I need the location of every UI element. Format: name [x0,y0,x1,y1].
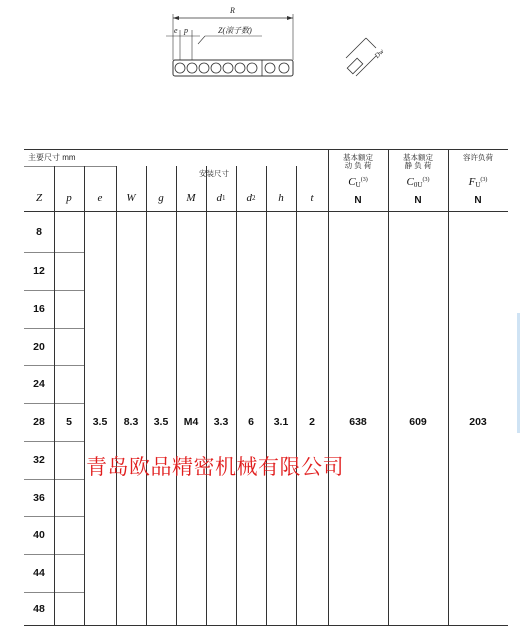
value-t: 2 [309,416,315,428]
value-d2: 6 [248,416,254,428]
z-value: 36 [33,491,45,504]
col-d1: d 1 [216,192,226,204]
allowable-load-label: 容许负荷 [463,153,493,162]
col-t: t [310,192,314,204]
spec-table [24,149,508,626]
rated-dynamic-line1: 基本额定 [343,153,373,162]
symbol-Fu-sub: U [475,180,481,189]
value-h: 3.1 [273,416,289,428]
symbol-C0u-sup: (3) [422,176,430,183]
value-e: 3.5 [92,416,108,428]
dim-e-label: e [174,26,178,35]
value-p: 5 [66,416,72,428]
z-value: 20 [33,340,45,353]
symbol-Cu-sup: (3) [360,176,368,183]
col-M: M [186,192,196,204]
z-value: 8 [36,226,42,238]
unit-Fu: N [474,194,482,206]
z-value: 16 [33,303,45,315]
symbol-Fu [448,174,508,190]
unit-C0u: N [414,194,422,206]
company-watermark: 青岛欧品精密机械有限公司 [86,455,344,479]
z-value: 48 [33,602,45,615]
rated-dynamic-label [328,152,388,172]
symbol-C0u-sub: 0U [413,180,423,189]
symbol-Cu-sub: U [355,180,361,189]
value-Fu: 203 [469,416,487,428]
symbol-Cu-base: C [348,175,356,188]
roller-side-view [346,38,376,76]
z-value: 24 [33,378,45,390]
rated-static-line1: 基本额定 [403,153,433,162]
rated-static-label [388,152,448,172]
install-dims-label: 安装尺寸 [199,169,229,178]
symbol-C0u [388,174,448,190]
roller-row [175,63,289,73]
value-M: M4 [183,416,199,428]
dim-Dw-label: Dw [373,47,386,60]
value-W: 8.3 [123,416,139,428]
z-value: 44 [33,567,45,579]
symbol-Fu-sup: (3) [480,176,488,183]
z-value: 40 [33,529,45,541]
value-g: 3.5 [153,416,169,428]
z-value: 12 [33,265,45,277]
roller-cage-drawing [0,0,520,130]
rated-dynamic-line2: 动 负 荷 [344,161,372,170]
col-g: g [158,192,164,204]
z-value: 32 [33,454,45,466]
dim-Z-label: Z(滚子数) [218,26,252,35]
symbol-C0u-base: C [406,175,414,188]
col-e: e [97,192,103,204]
main-dims-label: 主要尺寸 mm [28,153,76,162]
value-C0u: 609 [409,416,427,428]
rated-static-line2: 静 负 荷 [404,161,432,170]
z-value: 28 [33,416,45,428]
bearing-diagram [0,0,520,130]
col-h: h [278,192,284,204]
dim-p-label: p [184,26,188,35]
dim-R-label: R [230,6,235,15]
value-d1: 3.3 [213,416,229,428]
symbol-Cu [328,174,388,190]
unit-Cu: N [354,194,362,206]
symbol-Fu-base: F [468,175,476,188]
col-p: p [66,192,72,204]
col-W: W [126,192,136,204]
value-Cu: 638 [349,416,367,428]
col-Z: Z [35,192,43,204]
col-d2: d 2 [246,192,256,204]
